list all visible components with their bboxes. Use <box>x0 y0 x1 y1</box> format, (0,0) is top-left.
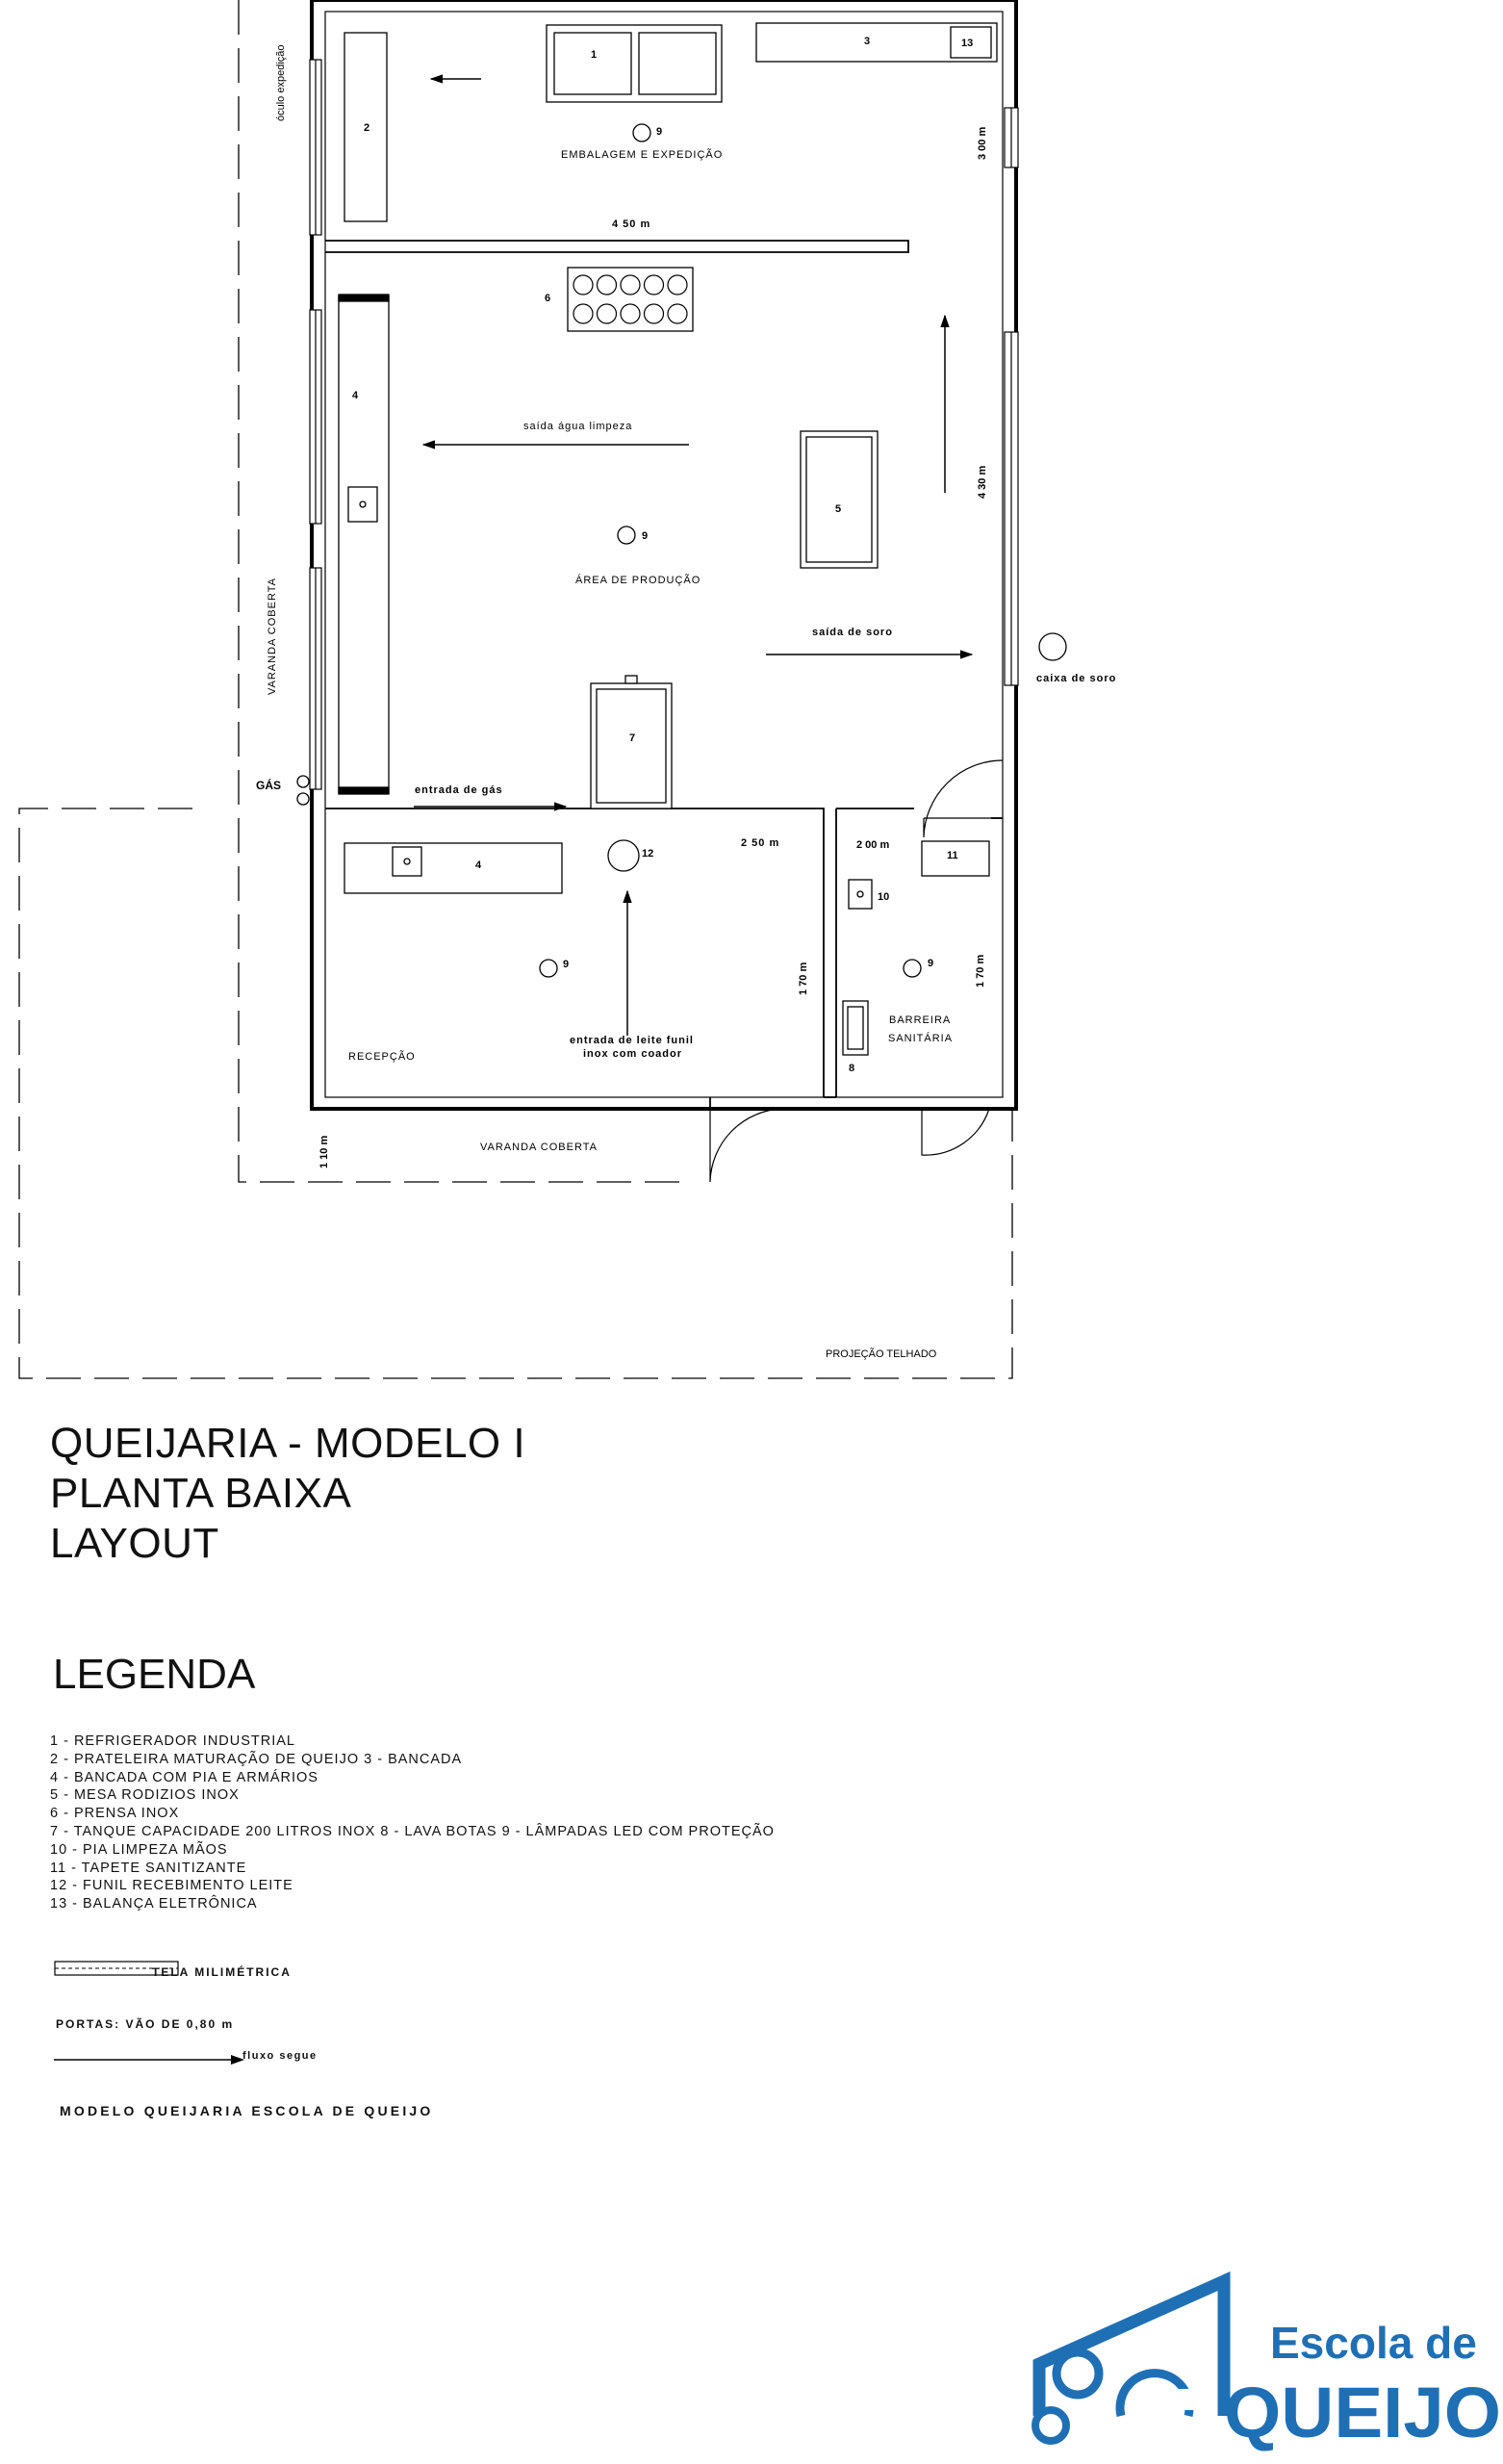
marker-12: 12 <box>642 848 654 860</box>
marker-13: 13 <box>961 38 974 49</box>
roof-projection-outline <box>19 0 1012 1378</box>
press-cell <box>668 275 687 295</box>
dim-170b: 1 70 m <box>975 954 986 988</box>
doors-label: PORTAS: VÃO DE 0,80 m <box>56 2017 235 2031</box>
legend-item: 11 - TAPETE SANITIZANTE <box>50 1860 247 1876</box>
escola-de-queijo-logo <box>1010 2272 1503 2464</box>
flow-label: fluxo segue <box>242 2050 318 2062</box>
flow-gas: GÁS <box>256 779 282 792</box>
marker-6: 6 <box>545 293 551 304</box>
room-expedition: EMBALAGEM E EXPEDIÇÃO <box>561 149 724 161</box>
press-cell <box>598 275 617 295</box>
marker-2: 2 <box>364 122 370 134</box>
flow-arrow-symbol <box>54 2052 246 2067</box>
marker-3: 3 <box>864 36 871 47</box>
press-cell <box>645 304 664 323</box>
marker-9c: 9 <box>563 959 570 970</box>
flow-whey-out: saída de soro <box>812 627 893 638</box>
title-line-3: LAYOUT <box>50 1520 219 1567</box>
marker-11: 11 <box>947 850 958 861</box>
marker-9b: 9 <box>642 530 649 542</box>
press-cell <box>573 304 593 323</box>
room-reception: RECEPÇÃO <box>348 1051 416 1063</box>
bench-4-production <box>339 296 389 793</box>
legend-list <box>50 1732 775 1913</box>
title-line-1: QUEIJARIA - MODELO I <box>50 1420 526 1467</box>
marker-4a: 4 <box>352 390 359 401</box>
dim-450: 4 50 m <box>612 218 651 230</box>
flow-gas-in: entrada de gás <box>415 784 503 796</box>
legend-item: 2 - PRATELEIRA MATURAÇÃO DE QUEIJO 3 - BANCADA <box>50 1751 463 1767</box>
flow-whey-box: caixa de soro <box>1036 673 1117 684</box>
press-cell <box>621 304 640 323</box>
logo-line-2: QUEIJO <box>1224 2373 1501 2452</box>
press-cell <box>668 304 687 323</box>
room-barrier-1: BARREIRA <box>889 1014 952 1026</box>
legend-item: 6 - PRENSA INOX <box>50 1806 180 1822</box>
press-cell <box>573 275 593 295</box>
screen-label: TELA MILIMÉTRICA <box>152 1965 292 1979</box>
legend-item: 10 - PIA LIMPEZA MÃOS <box>50 1841 228 1858</box>
bench-4-reception <box>344 843 562 893</box>
dim-110: 1 10 m <box>318 1135 330 1168</box>
press-cell <box>621 275 640 295</box>
dim-200: 2 00 m <box>856 839 890 851</box>
dim-300: 3 00 m <box>977 126 988 160</box>
window-screens <box>310 60 1018 789</box>
label-veranda-side: VARANDA COBERTA <box>267 578 278 695</box>
marker-10: 10 <box>878 891 890 903</box>
marker-1: 1 <box>591 49 598 61</box>
room-production: ÁREA DE PRODUÇÃO <box>575 575 701 586</box>
marker-8: 8 <box>849 1063 855 1074</box>
interior-walls <box>325 241 1003 1109</box>
dim-250: 2 50 m <box>741 837 780 849</box>
building-walls <box>312 0 1016 1109</box>
legend-heading: LEGENDA <box>53 1651 256 1698</box>
press-cell <box>645 275 664 295</box>
room-barrier-2: SANITÁRIA <box>888 1033 954 1044</box>
label-veranda-bottom: VARANDA COBERTA <box>480 1142 598 1153</box>
flow-clean-water: saída água limpeza <box>523 421 633 432</box>
legend-item: 4 - BANCADA COM PIA E ARMÁRIOS <box>50 1769 318 1785</box>
flow-milk-in-1: entrada de leite funil <box>570 1035 694 1046</box>
legend-item: 7 - TANQUE CAPACIDADE 200 LITROS INOX 8 - LAVA BOTAS 9 - LÂMPADAS LED COM PROTEÇÃO <box>50 1823 775 1839</box>
legend-item: 13 - BALANÇA ELETRÔNICA <box>50 1896 258 1912</box>
title-line-2: PLANTA BAIXA <box>50 1470 352 1517</box>
marker-7: 7 <box>629 732 636 744</box>
label-oculo: óculo expedição <box>275 44 287 121</box>
legend-item: 1 - REFRIGERADOR INDUSTRIAL <box>50 1733 295 1749</box>
legend-item: 5 - MESA RODIZIOS INOX <box>50 1787 240 1804</box>
label-roof-projection: PROJEÇÃO TELHADO <box>826 1348 937 1360</box>
logo-line-1: Escola de <box>1270 2318 1477 2368</box>
legend-item: 12 - FUNIL RECEBIMENTO LEITE <box>50 1878 293 1894</box>
press-cell <box>598 304 617 323</box>
marker-4b: 4 <box>475 860 482 871</box>
dim-170a: 1 70 m <box>798 962 809 995</box>
flow-milk-in-2: inox com coador <box>583 1048 683 1060</box>
footer-title: MODELO QUEIJARIA ESCOLA DE QUEIJO <box>60 2103 434 2118</box>
marker-9d: 9 <box>928 958 934 969</box>
equipment <box>339 23 997 1055</box>
dim-430: 4 30 m <box>977 465 988 499</box>
doors <box>710 760 1003 1182</box>
marker-9a: 9 <box>656 126 663 138</box>
marker-5: 5 <box>835 503 842 515</box>
